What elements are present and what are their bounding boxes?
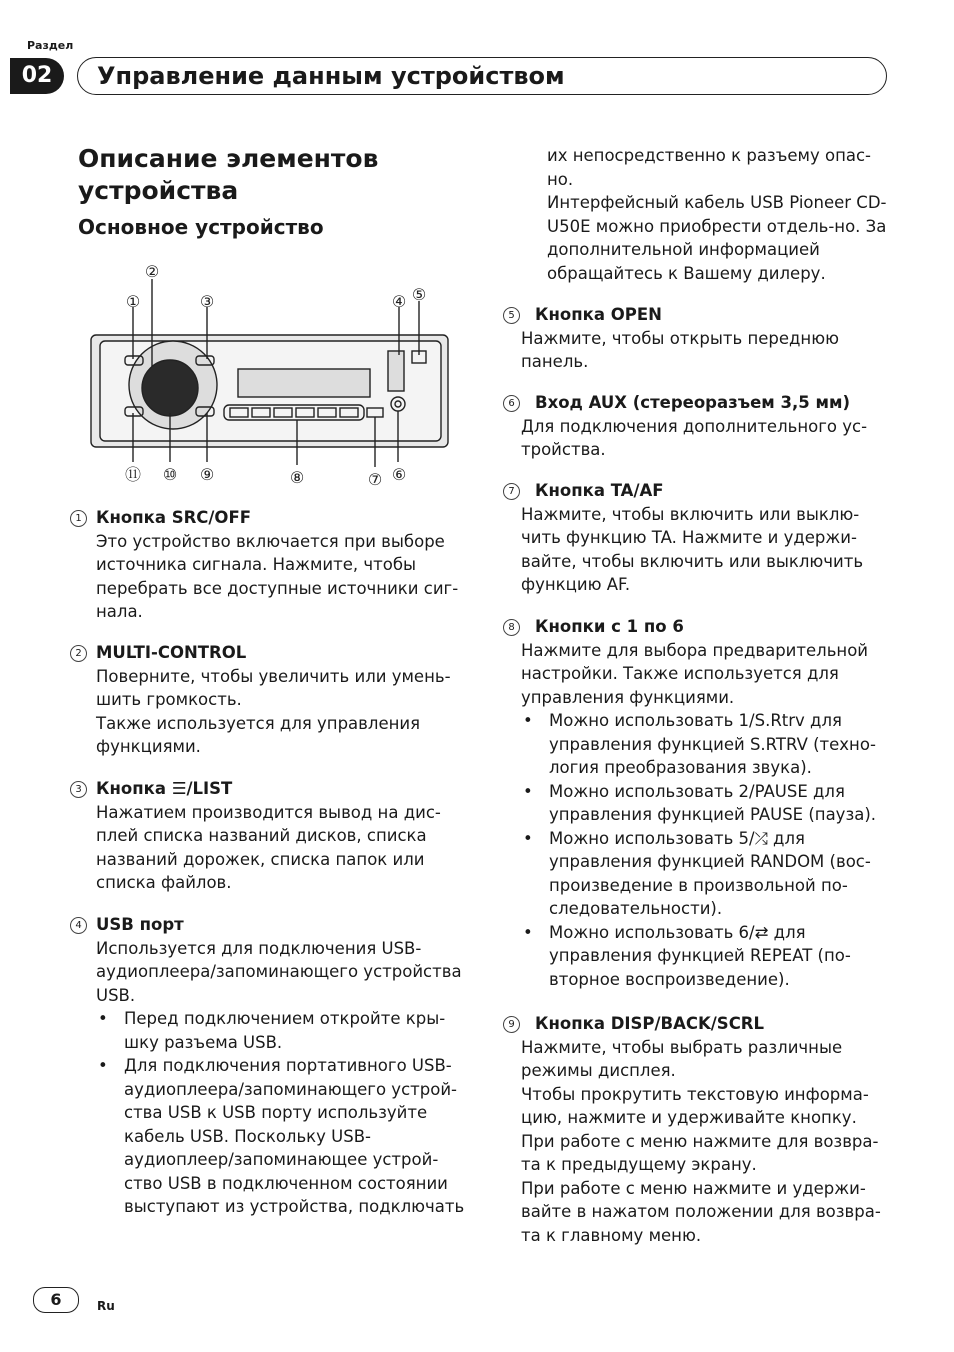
item-usb-port — [75, 913, 466, 1219]
bullet-text: Можно использовать 6/⇄ для управления функцией REPEAT (по-вторное воспроизведение). — [549, 922, 851, 989]
item-src-off — [75, 506, 466, 624]
callout-1: ① — [125, 292, 141, 311]
item-number: 7 — [503, 483, 520, 500]
item-number: 4 — [70, 917, 87, 934]
item-number: 9 — [503, 1016, 520, 1033]
item-text: их непосредственно к разъему опас-но. — [547, 146, 871, 189]
bullet-text: Можно использовать 2/PAUSE для управления функцией PAUSE (пауза). — [549, 781, 877, 824]
item-text: Нажатием производится вывод на дис-плей списка названий дисков, списка названий дорожек, списка папок или списка файлов. — [96, 802, 441, 892]
bullet-item — [521, 709, 887, 780]
item-title: MULTI-CONTROL — [96, 643, 247, 662]
item-number: 1 — [70, 510, 87, 527]
item-text: Нажмите для выбора предварительной настройки. Также используется для управления функциями. — [521, 640, 869, 707]
callout-2: ② — [144, 262, 160, 281]
bullet-item — [521, 780, 887, 827]
item-title: Кнопки с 1 по 6 — [535, 617, 684, 636]
item-text: Нажмите, чтобы включить или выклю-чить функцию TA. Нажмите и удержи-вайте, чтобы включить или выключить функцию AF. — [521, 504, 864, 594]
item-title: Вход AUX (стереоразъем 3,5 мм) — [535, 393, 851, 412]
item-usb-port-continued — [547, 144, 887, 285]
item-text: Используется для подключения USB-аудиоплеера/запоминающего устройства USB. — [96, 938, 462, 1005]
item-text: Нажмите, чтобы открыть переднюю панель. — [521, 328, 840, 371]
bullet-item — [96, 1007, 466, 1054]
bullet-dot: • — [98, 1056, 108, 1075]
bullet-item — [521, 921, 887, 992]
section-title: Управление данным устройством — [97, 62, 565, 90]
item-text: При работе с меню нажмите для возвра-та к предыдущему экрану. — [521, 1131, 879, 1174]
item-text: Для подключения дополнительного ус-тройства. — [521, 416, 868, 459]
page-heading: Описание элементов устройства — [78, 144, 379, 205]
bullet-text: Можно использовать 5/⤮ для управления функцией RANDOM (вос-произведение в произвольной по-следовательности). — [549, 828, 871, 918]
item-title: USB порт — [96, 915, 184, 934]
section-label: Раздел — [27, 39, 74, 52]
bullet-text: Перед подключением откройте кры-шку разъема USB. — [124, 1009, 446, 1052]
callout-9: ⑨ — [199, 465, 215, 484]
bullet-dot: • — [523, 781, 533, 801]
callout-4: ④ — [391, 292, 407, 311]
item-text: При работе с меню нажмите и удержи-вайте в нажатом положении для возвра-та к главному меню. — [521, 1178, 881, 1245]
item-text: Интерфейсный кабель USB Pioneer CD-U50E можно приобрести отдель-но. За дополнительной информацией обращайтесь к Вашему дилеру. — [547, 193, 887, 283]
item-text: Это устройство включается при выборе источника сигнала. Нажмите, чтобы перебрать все доступные источники сиг-нала. — [96, 531, 459, 621]
language-code: Ru — [97, 1299, 115, 1313]
bullet-dot: • — [523, 922, 533, 942]
callout-6: ⑥ — [391, 465, 407, 484]
item-ta-af-button — [508, 479, 887, 597]
item-number: 6 — [503, 395, 520, 412]
callout-10: ⑩ — [162, 465, 178, 484]
item-number: 2 — [70, 645, 87, 662]
item-multi-control — [75, 641, 466, 759]
sub-heading: Основное устройство — [78, 215, 324, 239]
section-number: 02 — [10, 58, 64, 94]
bullet-item — [521, 827, 887, 921]
bullet-dot: • — [523, 828, 533, 848]
item-title: Кнопка OPEN — [535, 305, 662, 324]
callout-3: ③ — [199, 292, 215, 311]
callout-7: ⑦ — [367, 470, 383, 489]
callout-11: ⑪ — [124, 465, 142, 484]
item-preset-buttons — [508, 615, 887, 991]
item-text: Чтобы прокрутить текстовую информа-цию, нажмите и удерживайте кнопку. — [521, 1084, 869, 1127]
device-body — [91, 335, 448, 447]
item-open-button — [508, 303, 887, 374]
bullet-dot: • — [98, 1009, 108, 1028]
bullet-item — [96, 1054, 466, 1219]
item-title: Кнопка DISP/BACK/SCRL — [535, 1014, 765, 1033]
item-text: Нажмите, чтобы выбрать различные режимы дисплея. — [521, 1037, 843, 1080]
callout-5: ⑤ — [411, 285, 427, 304]
item-title: Кнопка ☰/LIST — [96, 779, 233, 798]
callout-8: ⑧ — [289, 468, 305, 487]
bullet-text: Для подключения портативного USB-аудиоплеера/запоминающего устрой-ства USB к USB порту используйте кабель USB. Поскольку USB-аудиоплеер/запоминающее устрой-ство USB в подключенном состоянии выступают из устройства, подключать — [124, 1056, 465, 1216]
device-diagram — [88, 255, 458, 495]
page-number: 6 — [33, 1287, 79, 1313]
item-text: Также используется для управления функциями. — [96, 713, 421, 756]
item-list-button — [75, 777, 466, 895]
item-aux-input — [508, 391, 887, 462]
item-number: 5 — [503, 307, 520, 324]
item-disp-button — [508, 1012, 887, 1247]
item-number: 8 — [503, 619, 520, 636]
item-title: Кнопка TA/AF — [535, 481, 664, 500]
item-number: 3 — [70, 781, 87, 798]
item-text: Поверните, чтобы увеличить или умень-шить громкость. — [96, 666, 451, 709]
bullet-text: Можно использовать 1/S.Rtrv для управления функцией S.RTRV (техно-логия преобразования звука). — [549, 711, 876, 777]
item-title: Кнопка SRC/OFF — [96, 508, 251, 527]
bullet-dot: • — [523, 711, 533, 730]
